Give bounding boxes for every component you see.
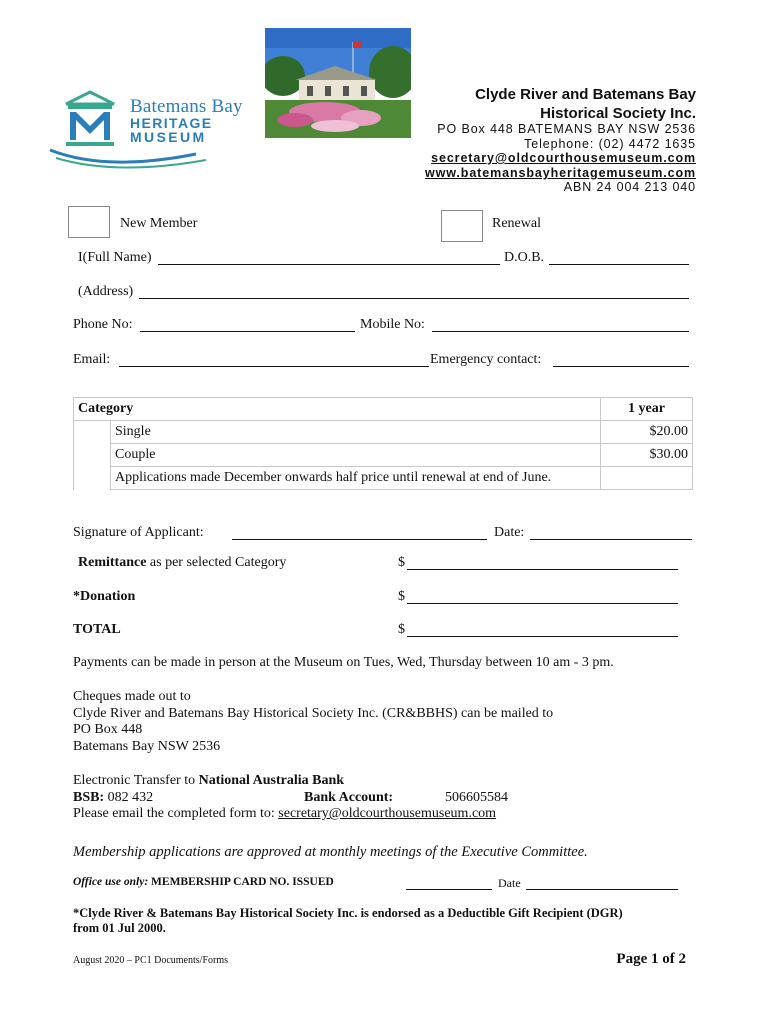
- category-select-cell[interactable]: [74, 444, 111, 467]
- email-field[interactable]: [119, 352, 429, 367]
- category-select-cell[interactable]: [74, 421, 111, 444]
- office-use-line: [73, 876, 334, 888]
- eft-line: [73, 773, 344, 789]
- mobile-field[interactable]: [432, 317, 689, 332]
- category-price: $30.00: [601, 444, 693, 467]
- remittance-dollar: $: [398, 555, 405, 570]
- footer-doc-ref: August 2020 – PC1 Documents/Forms: [73, 955, 229, 966]
- address-label: (Address): [78, 284, 134, 299]
- logo-line-1: Batemans Bay: [130, 96, 243, 117]
- donation-label: *Donation: [73, 589, 136, 604]
- category-label: Couple: [111, 444, 601, 467]
- office-date-field[interactable]: [526, 875, 678, 890]
- address-field[interactable]: [139, 284, 689, 299]
- email-form-text: Please email the completed form to:: [73, 806, 279, 821]
- donation-dollar: $: [398, 589, 405, 604]
- full-name-field[interactable]: [158, 250, 500, 265]
- bsb-value: 082 432: [104, 790, 154, 805]
- office-date-label: Date: [498, 876, 521, 890]
- category-header: Category: [74, 398, 601, 421]
- cheques-line-1: Cheques made out to: [73, 689, 191, 704]
- emergency-contact-label: Emergency contact:: [430, 352, 542, 367]
- note-spacer-cell: [74, 467, 111, 490]
- signature-field[interactable]: [232, 525, 487, 540]
- emergency-contact-field[interactable]: [553, 352, 689, 367]
- new-member-checkbox[interactable]: [68, 206, 110, 238]
- remittance-field[interactable]: [407, 555, 678, 570]
- page-number: Page 1 of 2: [616, 951, 686, 967]
- dgr-note-line-2: from 01 Jul 2000.: [73, 921, 166, 935]
- table-row: [74, 467, 693, 490]
- mobile-label: Mobile No:: [360, 317, 425, 332]
- new-member-label: New Member: [120, 216, 198, 231]
- logo-line-2: HERITAGE: [130, 115, 213, 131]
- category-price: $20.00: [601, 421, 693, 444]
- total-label: TOTAL: [73, 622, 121, 637]
- museum-photo: [265, 28, 411, 138]
- bsb-label: BSB:: [73, 790, 105, 805]
- eft-bank: National Australia Bank: [198, 773, 345, 788]
- card-no-field[interactable]: [406, 875, 492, 890]
- eft-prefix: Electronic Transfer to: [73, 773, 199, 788]
- email-form-line: [73, 806, 496, 822]
- in-person-text: Payments can be made in person at the Museum on Tues, Wed, Thursday between 10 am - 3 pm.: [73, 655, 614, 670]
- category-note: Applications made December onwards half price until renewal at end of June.: [111, 467, 601, 490]
- phone-label: Phone No:: [73, 317, 133, 332]
- logo-line-3: MUSEUM: [130, 129, 207, 145]
- org-abn: ABN 24 004 213 040: [563, 180, 696, 194]
- org-website-link[interactable]: www.batemansbayheritagemuseum.com: [425, 166, 696, 180]
- total-field[interactable]: [407, 622, 678, 637]
- org-name-line-2: Historical Society Inc.: [540, 105, 696, 122]
- approval-note: Membership applications are approved at monthly meetings of the Executive Committee.: [73, 844, 588, 860]
- dob-field[interactable]: [549, 250, 689, 265]
- office-use-label: Office use only:: [73, 876, 149, 888]
- card-no-label: MEMBERSHIP CARD NO. ISSUED: [148, 876, 334, 888]
- empty-cell: [601, 467, 693, 490]
- renewal-label: Renewal: [492, 216, 541, 231]
- cheques-line-4: Batemans Bay NSW 2536: [73, 739, 221, 754]
- table-row: [74, 444, 693, 467]
- cheques-line-3: PO Box 448: [73, 722, 143, 737]
- date-label: Date:: [494, 525, 525, 540]
- renewal-checkbox[interactable]: [441, 210, 483, 242]
- phone-field[interactable]: [140, 317, 355, 332]
- account-value: 506605584: [445, 790, 508, 805]
- table-row: [74, 421, 693, 444]
- email-label: Email:: [73, 352, 111, 367]
- org-email-link[interactable]: secretary@oldcourthousemuseum.com: [431, 151, 696, 165]
- table-header-row: [74, 398, 693, 421]
- total-dollar: $: [398, 622, 405, 637]
- donation-field[interactable]: [407, 589, 678, 604]
- dgr-note-line-1: *Clyde River & Batemans Bay Historical Society Inc. is endorsed as a Deductible Gift Recipient (DGR): [73, 906, 623, 920]
- remittance-rest: as per selected Category: [146, 555, 287, 570]
- period-header: 1 year: [601, 398, 693, 421]
- remittance-bold: Remittance: [78, 555, 147, 570]
- org-address: PO Box 448 BATEMANS BAY NSW 2536: [437, 122, 696, 136]
- full-name-label: I(Full Name): [78, 250, 152, 265]
- account-label: Bank Account:: [304, 790, 394, 805]
- signature-label: Signature of Applicant:: [73, 525, 204, 540]
- org-telephone: Telephone: (02) 4472 1635: [524, 137, 696, 151]
- org-name-line-1: Clyde River and Batemans Bay: [475, 86, 696, 103]
- category-table: [73, 397, 693, 490]
- category-label: Single: [111, 421, 601, 444]
- date-field[interactable]: [530, 525, 692, 540]
- dob-label: D.O.B.: [504, 250, 545, 265]
- email-form-link[interactable]: secretary@oldcourthousemuseum.com: [278, 806, 497, 821]
- bsb-line: [73, 790, 153, 806]
- remittance-label: [78, 555, 286, 571]
- cheques-line-2: Clyde River and Batemans Bay Historical Society Inc. (CR&BBHS) can be mailed to: [73, 706, 554, 721]
